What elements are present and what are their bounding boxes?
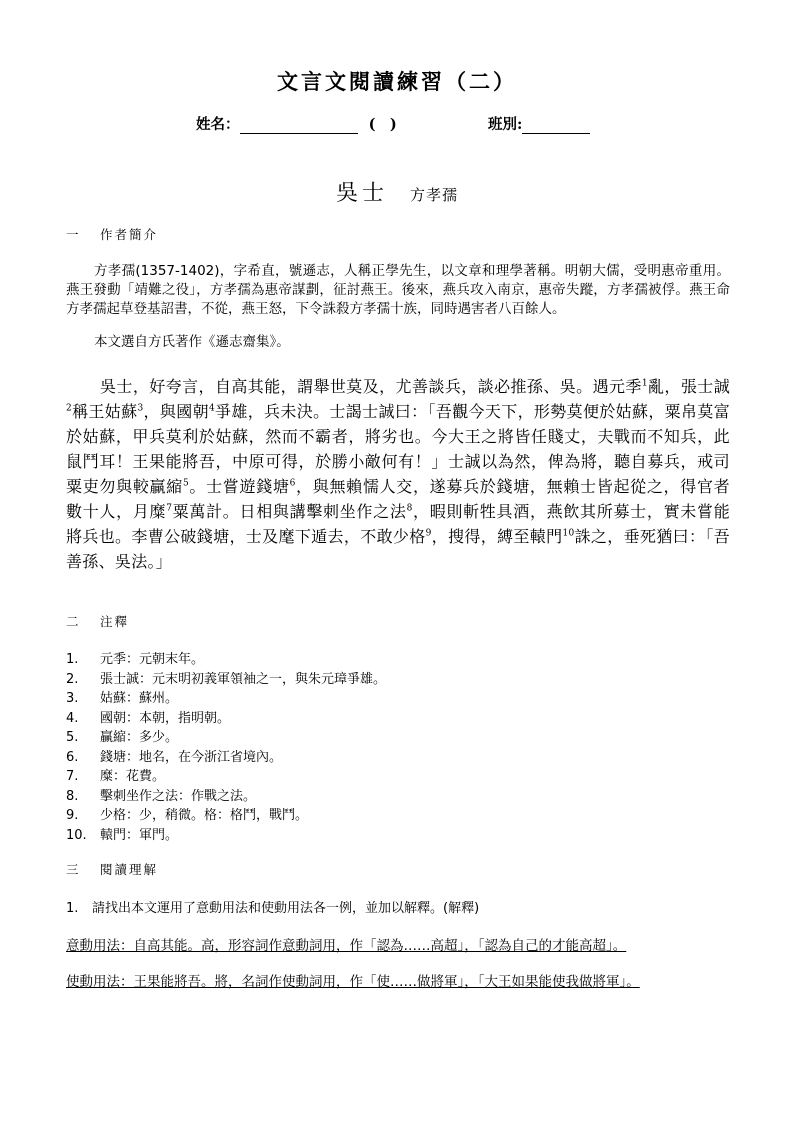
note-text: 國朝：本朝，指明朝。: [100, 710, 231, 726]
story-segment: 吳士，好夸言，自高其能，謂舉世莫及，尤善談兵，談必推孫、吳。遇元季: [100, 377, 642, 396]
story-segment: ，暇則斬牲具酒，燕飲其所募士，實未嘗能將兵也。李曹公破錢塘，士及麾下遁去，不敢少格: [66, 502, 730, 546]
section-heading-author: [66, 225, 158, 243]
story-segment: 爭雄，兵未決。士謁士誠曰：「吾觀今天下，形勢莫便於姑蘇，粟帛莫富於姑蘇，甲兵莫利於姑蘇，然而不霸者，將劣也。今大王之將皆任賤丈，夫戰而不知兵，此鼠鬥耳！王果能將吾，中原可得，於勝小敵何有！」士誠以為然，俾為將，聽自募兵，戒司粟吏勿與較贏縮: [66, 402, 731, 496]
story-segment: ，與無賴懦人交，遂募兵於錢塘，無賴士皆起從之，得官者數十人，月糜: [66, 477, 730, 521]
note-item: [66, 806, 386, 826]
note-text: 張士誠：元末明初義軍領袖之一，與朱元璋爭雄。: [100, 671, 387, 687]
note-item: [66, 748, 386, 768]
story-segment: 誅之，垂死猶曰：「吾善孫、吳法。」: [66, 527, 730, 571]
note-text: 少格：少，稍微。格：格鬥，戰鬥。: [100, 808, 309, 823]
story-segment: 粟萬計。日相與講擊刺坐作之法: [172, 502, 407, 521]
note-text: 轅門：軍門。: [100, 827, 179, 843]
note-ref: 10: [562, 528, 575, 539]
work-author: 方孝孺: [410, 186, 459, 204]
note-text: 贏縮：多少。: [100, 730, 179, 745]
author-intro: [66, 262, 730, 319]
name-field[interactable]: [240, 117, 358, 134]
section-heading-notes: [66, 612, 129, 630]
note-item: [66, 826, 386, 846]
class-field[interactable]: [522, 117, 590, 134]
source-note: [66, 333, 730, 352]
answer-causative: 使動用法：王果能將吾。將，名詞作使動詞用，作「使……做將軍」，「大王如果能使我做將軍」。: [66, 974, 640, 990]
name-label: 姓名：: [196, 116, 240, 133]
story-text: [66, 374, 730, 574]
question-text: 請找出本文運用了意動用法和使動用法各一例，並加以解釋。(解釋): [92, 901, 480, 916]
note-number: 6.: [66, 749, 79, 765]
section-number: 三: [66, 862, 81, 877]
story-segment: ，搜得，縛至轅門: [431, 527, 563, 546]
section-title: 作者簡介: [100, 227, 159, 242]
note-ref: 9: [425, 528, 432, 539]
question-1: [66, 897, 479, 916]
class-number-field[interactable]: ( ): [368, 116, 397, 133]
note-ref: 5: [182, 478, 189, 489]
story-segment: 。士嘗遊錢塘: [188, 477, 290, 496]
note-number: 7.: [66, 769, 79, 784]
work-heading: [0, 176, 794, 207]
note-text: 元季：元朝末年。: [100, 652, 205, 667]
section-title: 閱讀理解: [100, 862, 159, 877]
note-ref: 8: [406, 503, 413, 514]
story-segment: ，與國朝: [143, 402, 209, 421]
note-ref: 2: [66, 403, 73, 414]
page-title: 文言文閱讀練習（二）: [277, 69, 517, 94]
note-text: 錢塘：地名，在今浙江省境內。: [100, 749, 283, 765]
section-number: 二: [66, 614, 81, 629]
note-number: 2.: [66, 671, 79, 687]
section-number: 一: [66, 227, 81, 242]
story-segment: 亂，張士誠: [647, 377, 730, 396]
note-text: 糜：花費。: [100, 769, 166, 784]
note-item: [66, 689, 386, 709]
note-item: [66, 650, 386, 670]
notes-list: [66, 650, 386, 845]
note-item: [66, 670, 386, 690]
note-ref: 3: [137, 403, 144, 414]
story-segment: 稱王姑蘇: [72, 402, 138, 421]
note-text: 姑蘇：蘇州。: [100, 691, 179, 706]
section-title: 注釋: [100, 614, 130, 629]
work-title: 吳士: [335, 181, 388, 206]
note-text: 擊刺坐作之法：作戰之法。: [100, 788, 257, 804]
note-number: 4.: [66, 710, 79, 726]
answer-causative-conative: 意動用法：自高其能。高，形容詞作意動詞用，作「認為……高超」，「認為自己的才能高超」。: [66, 938, 627, 954]
note-ref: 1: [641, 378, 648, 389]
note-number: 1.: [66, 652, 79, 667]
note-ref: 6: [289, 478, 296, 489]
note-ref: 4: [208, 403, 215, 414]
author-intro-paragraph: 方孝孺(1357-1402)，字希直，號遜志，人稱正學先生，以文章和理學著稱。明朝大儒，受明惠帝重用。燕王發動「靖難之役」，方孝孺為惠帝謀劃，征討燕王。後來，燕兵攻入南京，惠帝失蹤，方孝孺被俘。燕王命方孝孺起草登基詔書，不從，燕王怒，下令誅殺方孝孺十族，同時遇害者八百餘人。: [66, 263, 730, 317]
class-label: 班別:: [488, 116, 523, 133]
question-number: 1.: [66, 901, 79, 916]
section-heading-comprehension: [66, 860, 158, 878]
note-number: 9.: [66, 808, 79, 823]
note-number: 5.: [66, 730, 79, 745]
source-paragraph: 本文選自方氏著作《遜志齋集》。: [94, 334, 290, 350]
note-item: [66, 767, 386, 787]
note-number: 10.: [66, 827, 87, 843]
class-row: [488, 113, 590, 134]
note-number: 3.: [66, 691, 79, 706]
note-number: 8.: [66, 788, 79, 804]
note-item: [66, 728, 386, 748]
note-item: [66, 709, 386, 729]
student-name-row: [196, 113, 397, 134]
note-ref: 7: [166, 503, 173, 514]
note-item: [66, 787, 386, 807]
